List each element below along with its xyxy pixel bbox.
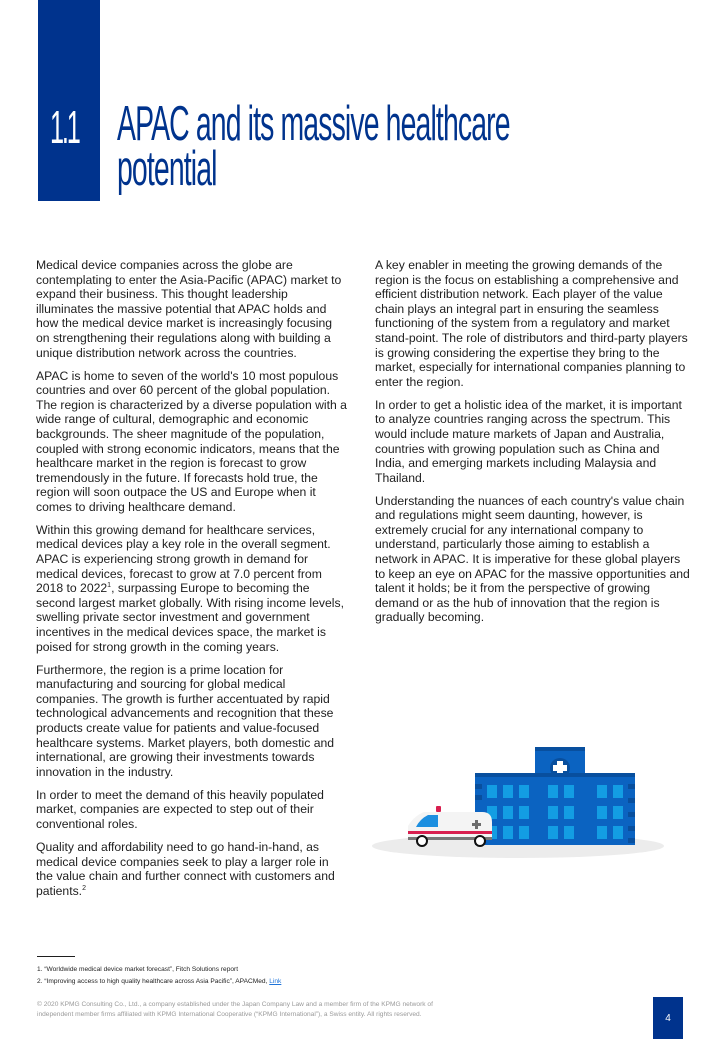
footnote-2-text: 2. “Improving access to high quality healthcare across Asia Pacific”, APACMed, [37,977,270,985]
footnotes [37,964,281,987]
page-title-line-2: potential [117,142,217,196]
paragraph: Furthermore, the region is a prime location for manufacturing and sourcing for global medical companies. The growth is further accentuated by rapid technological advancements and recognition that these products create value for patients and value-focused healthcare systems. Market players, both domestic and international, are growing their investments towards innovation in the industry. [36,662,335,779]
paragraph-text: Within this growing demand for healthcare services, medical devices play a key role in the overall segment. APAC is experiencing strong growth in demand for medical devices, forecast to grow at 7.0 percent from 2018 to 2022 [36,522,331,596]
left-column [36,258,348,907]
copyright-line-2: independent member firms affiliated with KPMG International Cooperative (“KPMG International”), a Swiss entity. All rights reserved. [37,1010,422,1018]
copyright-notice [37,1000,557,1019]
footnote-ref: 2 [82,884,86,892]
section-number: 1.1 [50,101,79,153]
paragraph [36,840,348,898]
paragraph: Medical device companies across the globe are contemplating to enter the Asia-Pacific (APAC) market to expand their business. This thought leadership illuminates the massive potential that APAC holds and how the medical device market is increasingly focusing on strengthening their regulations along with building a unique distribution network across the countries. [36,258,342,360]
right-column [375,258,691,633]
paragraph-text: Quality and affordability need to go hand-in-hand, as medical device companies seek to play a larger role in the value chain and further connect with customers and patients. [36,839,335,898]
ambulance-icon [408,806,492,846]
copyright-line-1: © 2020 KPMG Consulting Co., Ltd., a company established under the Japan Company Law and a member firm of the KPMG network of [37,1001,433,1008]
paragraph: Understanding the nuances of each country's value chain and regulations might seem daunting, however, is extremely crucial for any international company to understand, particularly those aiming to establish a network in APAC. It is imperative for these global players to keep an eye on APAC for the massive opportunities and talent it holds; be it from the perspective of growing demand or as the hub of innovation that the region is gradually becoming. [375,493,690,625]
paragraph-text: , surpassing Europe to becoming the second largest market globally. With rising income levels, swelling private sector investment and government incentives in the medical devices space, the market is poised for strong growth in the coming years. [36,581,344,654]
footnote-ref: 1 [107,582,112,590]
paragraph [36,523,348,654]
footnote-divider [37,956,75,957]
footnote-2-link[interactable]: Link [269,977,282,985]
paragraph: In order to get a holistic idea of the market, it is important to analyze countries ranging across the spectrum. This would include mature markets of Japan and Australia, countries with growing population such as China and India, and emerging markets including Malaysia and Thailand. [375,397,682,485]
page-number-label: 4 [665,1012,671,1024]
hospital-ambulance-illustration [370,740,670,865]
footnote-1: 1. “Worldwide medical device market forecast”, Fitch Solutions report [37,966,239,973]
footnote-2 [37,976,281,988]
paragraph: A key enabler in meeting the growing demands of the region is the focus on establishing a comprehensive and efficient distribution network. Each player of the value chain plays an integral part in ensuring the seamless functioning of the system from a regulatory and market stand-point. The role of distributors and third-party players is growing considering the expertise they bring to the market, especially for international companies planning to enter the region. [375,258,688,389]
page-title [117,97,697,196]
page-title-line-1: APAC and its massive healthcare [117,97,510,151]
hospital-icon [370,740,670,865]
page-number [653,997,683,1039]
paragraph: APAC is home to seven of the world's 10 most populous countries and over 60 percent of the global population. The region is characterized by a diverse population with a wide range of cultural, demographic and economic backgrounds. The sheer magnitude of the population, coupled with strong economic indicators, means that the healthcare market in the region is forecast to grow tremendously in the future. If forecasts hold true, the region will soon outpace the US and Europe when it comes to driving healthcare demand. [36,368,347,514]
paragraph: In order to meet the demand of this heavily populated market, companies are expected to step out of their conventional roles. [36,787,324,831]
